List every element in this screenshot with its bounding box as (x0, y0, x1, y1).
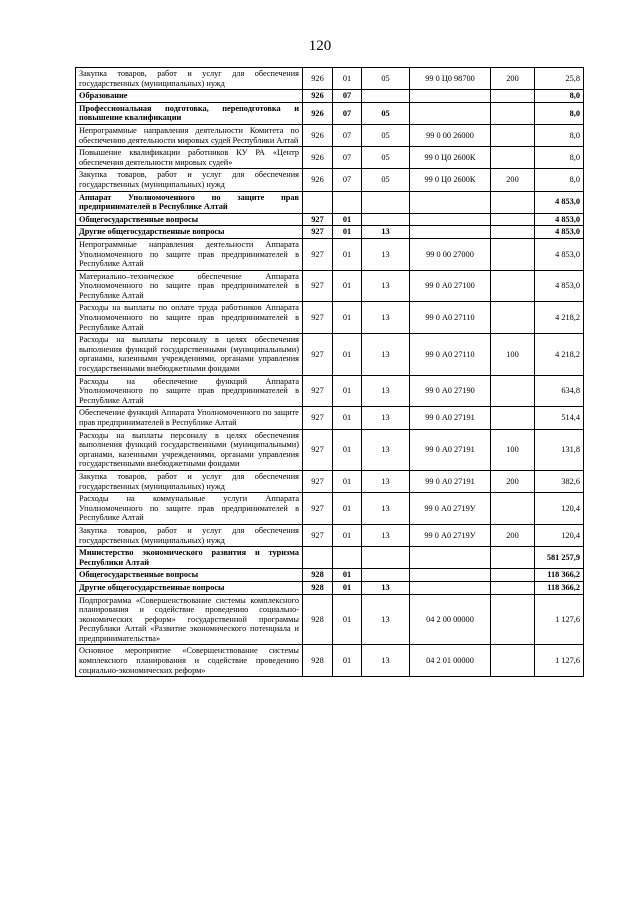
page-number: 120 (308, 38, 332, 54)
cell-csr: 99 0 А0 27190 (410, 375, 491, 407)
cell-vr: 200 (491, 524, 535, 546)
cell-gr: 926 (303, 124, 333, 146)
cell-rz: 07 (333, 147, 362, 169)
cell-gr: 927 (303, 429, 333, 470)
cell-vr (491, 102, 535, 124)
cell-pr: 05 (362, 147, 410, 169)
cell-pr: 05 (362, 102, 410, 124)
cell-pr: 13 (362, 375, 410, 407)
cell-name: Закупка товаров, работ и услуг для обеспечения государственных (муниципальных) нужд (76, 169, 303, 191)
cell-vr (491, 407, 535, 429)
cell-name: Министерство экономического развития и туризма Республики Алтай (76, 547, 303, 569)
cell-sum: 120,4 (535, 524, 584, 546)
cell-csr (410, 581, 491, 594)
cell-gr: 927 (303, 407, 333, 429)
cell-name: Непрограммные направления деятельности Комитета по обеспечению деятельности мировых судей Республики Алтай (76, 124, 303, 146)
cell-gr: 928 (303, 569, 333, 582)
cell-sum: 8,0 (535, 169, 584, 191)
cell-vr (491, 191, 535, 213)
table-row (76, 124, 584, 146)
cell-sum: 634,8 (535, 375, 584, 407)
table-row (76, 191, 584, 213)
cell-pr (362, 213, 410, 226)
cell-name: Подпрограмма «Совершенствование системы комплексного планирования и содействие проведению социально-экономических реформ» государственной программы Республики Алтай «Развитие экономического потенциала и предпринимательства» (76, 594, 303, 645)
cell-gr: 927 (303, 226, 333, 239)
cell-vr (491, 270, 535, 302)
cell-gr: 927 (303, 238, 333, 270)
cell-name: Закупка товаров, работ и услуг для обеспечения государственных (муниципальных) нужд (76, 68, 303, 90)
cell-vr: 200 (491, 68, 535, 90)
table-row (76, 334, 584, 375)
cell-gr (303, 547, 333, 569)
cell-pr: 13 (362, 594, 410, 645)
cell-pr (362, 547, 410, 569)
cell-rz: 01 (333, 594, 362, 645)
cell-vr (491, 375, 535, 407)
cell-name: Общегосударственные вопросы (76, 569, 303, 582)
cell-gr (303, 191, 333, 213)
table-row (76, 429, 584, 470)
table-row (76, 169, 584, 191)
cell-pr: 13 (362, 407, 410, 429)
cell-vr: 200 (491, 470, 535, 492)
cell-rz: 01 (333, 569, 362, 582)
budget-table (75, 67, 584, 677)
cell-sum: 8,0 (535, 147, 584, 169)
cell-name: Профессиональная подготовка, переподготовка и повышение квалификации (76, 102, 303, 124)
table-row (76, 470, 584, 492)
cell-gr: 927 (303, 270, 333, 302)
cell-vr: 100 (491, 429, 535, 470)
cell-name: Материально–техническое обеспечение Аппарата Уполномоченного по защите прав предпринимателей в Республике Алтай (76, 270, 303, 302)
cell-rz: 07 (333, 124, 362, 146)
cell-vr (491, 493, 535, 525)
cell-rz: 01 (333, 407, 362, 429)
table-row (76, 569, 584, 582)
cell-vr (491, 213, 535, 226)
table-row (76, 407, 584, 429)
cell-csr: 04 2 00 00000 (410, 594, 491, 645)
cell-name: Расходы на обеспечение функций Аппарата Уполномоченного по защите прав предпринимателей в Республике Алтай (76, 375, 303, 407)
cell-sum: 1 127,6 (535, 594, 584, 645)
cell-csr: 99 0 00 27000 (410, 238, 491, 270)
table-row (76, 226, 584, 239)
cell-sum: 131,8 (535, 429, 584, 470)
cell-gr: 928 (303, 645, 333, 677)
cell-name: Расходы на коммунальные услуги Аппарата Уполномоченного по защите прав предпринимателей в Республике Алтай (76, 493, 303, 525)
cell-vr (491, 594, 535, 645)
cell-pr: 13 (362, 270, 410, 302)
cell-sum: 4 218,2 (535, 302, 584, 334)
cell-pr: 13 (362, 226, 410, 239)
cell-sum: 4 853,0 (535, 213, 584, 226)
cell-gr: 928 (303, 594, 333, 645)
table-row (76, 493, 584, 525)
cell-sum: 1 127,6 (535, 645, 584, 677)
cell-rz: 07 (333, 90, 362, 103)
cell-sum: 25,8 (535, 68, 584, 90)
cell-pr: 13 (362, 302, 410, 334)
cell-sum: 8,0 (535, 102, 584, 124)
cell-rz: 01 (333, 213, 362, 226)
cell-sum: 118 366,2 (535, 581, 584, 594)
cell-csr: 99 0 А0 27100 (410, 270, 491, 302)
cell-csr (410, 547, 491, 569)
cell-pr: 05 (362, 169, 410, 191)
cell-vr (491, 645, 535, 677)
cell-pr (362, 569, 410, 582)
cell-csr (410, 90, 491, 103)
cell-pr: 13 (362, 238, 410, 270)
cell-name: Расходы на выплаты по оплате труда работников Аппарата Уполномоченного по защите прав предпринимателей в Республике Алтай (76, 302, 303, 334)
cell-sum: 118 366,2 (535, 569, 584, 582)
table-row (76, 547, 584, 569)
cell-vr (491, 147, 535, 169)
cell-rz: 01 (333, 302, 362, 334)
cell-csr: 99 0 А0 2719У (410, 524, 491, 546)
cell-csr: 99 0 Ц0 2600К (410, 169, 491, 191)
cell-vr (491, 569, 535, 582)
table-row (76, 68, 584, 90)
cell-name: Другие общегосударственные вопросы (76, 581, 303, 594)
cell-csr: 99 0 А0 2719У (410, 493, 491, 525)
table-row (76, 375, 584, 407)
cell-rz (333, 191, 362, 213)
cell-pr: 13 (362, 524, 410, 546)
table-row (76, 147, 584, 169)
cell-sum: 4 853,0 (535, 270, 584, 302)
cell-sum: 8,0 (535, 124, 584, 146)
cell-pr: 13 (362, 581, 410, 594)
cell-gr: 927 (303, 334, 333, 375)
cell-csr (410, 569, 491, 582)
cell-rz: 01 (333, 238, 362, 270)
cell-name: Расходы на выплаты персоналу в целях обеспечения выполнения функций государственными (муниципальными) органами, казенными учреждениями, органами управления государственными внебюджетными фондами (76, 429, 303, 470)
cell-sum: 4 853,0 (535, 191, 584, 213)
cell-rz: 07 (333, 102, 362, 124)
cell-name: Закупка товаров, работ и услуг для обеспечения государственных (муниципальных) нужд (76, 524, 303, 546)
cell-pr: 13 (362, 493, 410, 525)
cell-sum: 514,4 (535, 407, 584, 429)
cell-gr: 927 (303, 470, 333, 492)
cell-name: Другие общегосударственные вопросы (76, 226, 303, 239)
cell-vr (491, 124, 535, 146)
cell-gr: 928 (303, 581, 333, 594)
cell-pr: 13 (362, 470, 410, 492)
cell-rz: 07 (333, 169, 362, 191)
table-row (76, 270, 584, 302)
cell-gr: 927 (303, 524, 333, 546)
cell-vr: 200 (491, 169, 535, 191)
cell-csr: 99 0 00 26000 (410, 124, 491, 146)
cell-pr: 13 (362, 429, 410, 470)
table-row (76, 102, 584, 124)
cell-pr: 05 (362, 124, 410, 146)
table-row (76, 524, 584, 546)
cell-csr: 99 0 А0 27110 (410, 302, 491, 334)
cell-csr (410, 213, 491, 226)
table-row (76, 213, 584, 226)
cell-sum: 4 218,2 (535, 334, 584, 375)
cell-gr: 926 (303, 68, 333, 90)
cell-vr (491, 90, 535, 103)
table-row (76, 238, 584, 270)
cell-rz (333, 547, 362, 569)
cell-rz: 01 (333, 226, 362, 239)
cell-sum: 4 853,0 (535, 226, 584, 239)
cell-pr: 05 (362, 68, 410, 90)
cell-name: Непрограммные направления деятельности Аппарата Уполномоченного по защите прав предпринимателей в Республике Алтай (76, 238, 303, 270)
cell-rz: 01 (333, 429, 362, 470)
cell-gr: 927 (303, 375, 333, 407)
cell-gr: 926 (303, 147, 333, 169)
cell-rz: 01 (333, 581, 362, 594)
cell-rz: 01 (333, 68, 362, 90)
cell-gr: 926 (303, 102, 333, 124)
table-row (76, 594, 584, 645)
cell-csr (410, 191, 491, 213)
cell-vr (491, 581, 535, 594)
cell-csr (410, 226, 491, 239)
cell-sum: 581 257,9 (535, 547, 584, 569)
cell-gr: 926 (303, 169, 333, 191)
cell-pr (362, 191, 410, 213)
cell-gr: 927 (303, 213, 333, 226)
cell-name: Основное мероприятие «Совершенствование системы комплексного планирования и содействие проведению социально-экономических реформ» (76, 645, 303, 677)
cell-gr: 927 (303, 493, 333, 525)
cell-name: Повышение квалификации работников КУ РА «Центр обеспечения деятельности мировых судей» (76, 147, 303, 169)
cell-sum: 120,4 (535, 493, 584, 525)
table-row (76, 302, 584, 334)
cell-rz: 01 (333, 493, 362, 525)
table-row (76, 90, 584, 103)
cell-pr (362, 90, 410, 103)
cell-vr (491, 547, 535, 569)
cell-vr: 100 (491, 334, 535, 375)
cell-gr: 927 (303, 302, 333, 334)
cell-csr: 04 2 01 00000 (410, 645, 491, 677)
cell-rz: 01 (333, 375, 362, 407)
cell-csr: 99 0 А0 27191 (410, 470, 491, 492)
table-row (76, 581, 584, 594)
cell-name: Образование (76, 90, 303, 103)
cell-rz: 01 (333, 524, 362, 546)
cell-csr: 99 0 А0 27191 (410, 407, 491, 429)
cell-csr: 99 0 А0 27191 (410, 429, 491, 470)
cell-rz: 01 (333, 270, 362, 302)
cell-name: Обеспечение функций Аппарата Уполномоченного по защите прав предпринимателей в Республике Алтай (76, 407, 303, 429)
cell-rz: 01 (333, 334, 362, 375)
cell-csr: 99 0 Ц0 2600К (410, 147, 491, 169)
cell-rz: 01 (333, 470, 362, 492)
cell-vr (491, 302, 535, 334)
cell-pr: 13 (362, 645, 410, 677)
cell-name: Общегосударственные вопросы (76, 213, 303, 226)
cell-name: Закупка товаров, работ и услуг для обеспечения государственных (муниципальных) нужд (76, 470, 303, 492)
cell-csr: 99 0 А0 27110 (410, 334, 491, 375)
cell-gr: 926 (303, 90, 333, 103)
cell-sum: 4 853,0 (535, 238, 584, 270)
table-row (76, 645, 584, 677)
cell-vr (491, 238, 535, 270)
cell-name: Аппарат Уполномоченного по защите прав предпринимателей в Республике Алтай (76, 191, 303, 213)
cell-sum: 382,6 (535, 470, 584, 492)
cell-vr (491, 226, 535, 239)
cell-sum: 8,0 (535, 90, 584, 103)
cell-csr (410, 102, 491, 124)
cell-name: Расходы на выплаты персоналу в целях обеспечения выполнения функций государственными (муниципальными) органами, казенными учреждениями, органами управления государственными внебюджетными фондами (76, 334, 303, 375)
cell-rz: 01 (333, 645, 362, 677)
cell-csr: 99 0 Ц0 98700 (410, 68, 491, 90)
cell-pr: 13 (362, 334, 410, 375)
